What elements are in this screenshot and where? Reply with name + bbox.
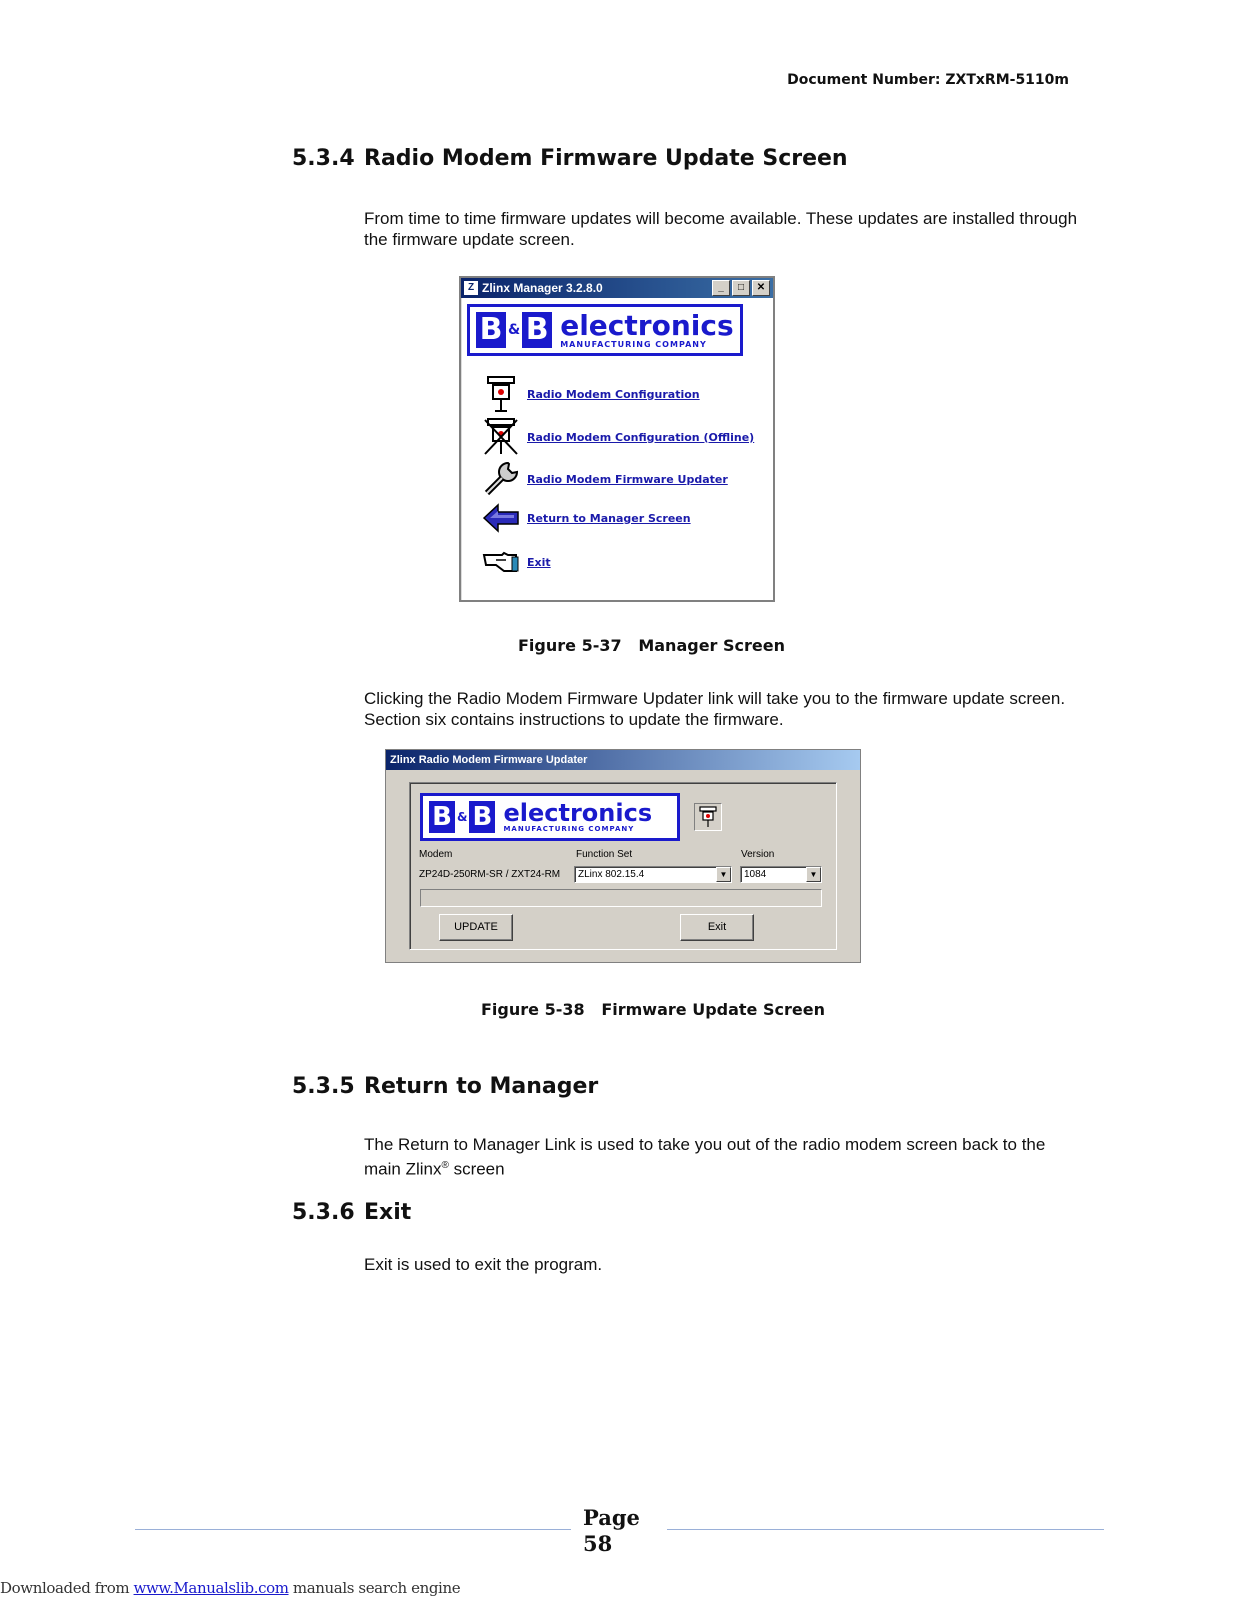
section-heading-5-3-6 xyxy=(292,1200,411,1225)
version-select[interactable] xyxy=(740,866,822,883)
firmware-updater-window xyxy=(385,749,861,963)
footer-rule-left xyxy=(135,1529,571,1530)
manager-titlebar[interactable] xyxy=(461,278,773,298)
figure-title: Firmware Update Screen xyxy=(601,1000,825,1019)
section-number: 5.3.5 xyxy=(292,1074,355,1099)
maximize-icon[interactable]: □ xyxy=(732,280,750,296)
figure-5-37-caption xyxy=(518,636,785,655)
function-set-value: ZLinx 802.15.4 xyxy=(578,869,645,880)
section-title: Return to Manager xyxy=(364,1074,599,1099)
download-suffix: manuals search engine xyxy=(288,1579,461,1597)
updater-panel xyxy=(409,782,837,950)
manualslib-link[interactable]: www.Manualslib.com xyxy=(133,1579,289,1597)
function-set-select[interactable] xyxy=(574,866,732,883)
section-title: Exit xyxy=(364,1200,412,1225)
menu-link-label[interactable]: Return to Manager Screen xyxy=(527,511,691,525)
radio-modem-icon xyxy=(481,374,521,414)
paragraph-firmware-intro: From time to time firmware updates will become available. These updates are installed through the firmware update screen. xyxy=(364,209,1078,249)
bb-electronics-logo xyxy=(467,304,743,356)
download-prefix: Downloaded from xyxy=(0,1579,134,1597)
function-set-label: Function Set xyxy=(576,849,633,860)
minimize-icon[interactable]: _ xyxy=(712,280,730,296)
paragraph-firmware-link: Clicking the Radio Modem Firmware Updater link will take you to the firmware update screen. Section six contains instructions to update the firmware. xyxy=(364,689,1066,729)
section-number: 5.3.4 xyxy=(292,146,355,171)
manager-window xyxy=(459,276,775,602)
menu-item-exit[interactable] xyxy=(481,542,551,582)
window-title: Zlinx Manager 3.2.8.0 xyxy=(482,281,603,295)
menu-link-label[interactable]: Radio Modem Configuration (Offline) xyxy=(527,430,755,444)
modem-label: Modem xyxy=(419,849,453,860)
exit-button[interactable]: Exit xyxy=(680,914,754,941)
paragraph-text: The Return to Manager Link is used to take you out of the radio modem screen back to the main Zlinx xyxy=(364,1135,1046,1179)
pointing-hand-icon xyxy=(481,542,521,582)
figure-5-38-caption xyxy=(481,1000,825,1019)
section-number: 5.3.6 xyxy=(292,1200,355,1225)
section-title: Radio Modem Firmware Update Screen xyxy=(364,146,848,171)
chevron-down-icon[interactable]: ▼ xyxy=(806,867,821,882)
zlinx-app-icon: Z xyxy=(464,281,478,295)
chevron-down-icon[interactable]: ▼ xyxy=(716,867,731,882)
logo-ampersand: & xyxy=(457,810,468,824)
menu-item-return-to-manager[interactable] xyxy=(481,498,691,538)
menu-item-firmware-updater[interactable] xyxy=(481,459,728,499)
registered-mark: ® xyxy=(441,1160,449,1171)
menu-link-label[interactable]: Exit xyxy=(527,555,551,569)
paragraph-text-end: screen xyxy=(448,1159,505,1179)
menu-link-label[interactable]: Radio Modem Configuration xyxy=(527,387,700,401)
menu-item-radio-modem-config-offline[interactable] xyxy=(481,417,754,457)
radio-modem-offline-icon xyxy=(481,417,521,457)
page-label: Page xyxy=(583,1505,640,1530)
figure-title: Manager Screen xyxy=(638,636,785,655)
figure-number: Figure 5-37 xyxy=(518,636,622,655)
logo-sub-text: MANUFACTURING COMPANY xyxy=(503,825,635,833)
version-value: 1084 xyxy=(744,869,767,880)
section-heading-5-3-4 xyxy=(292,146,848,171)
logo-brand-text: electronics xyxy=(503,799,653,827)
modem-value: ZP24D-250RM-SR / ZXT24-RM xyxy=(419,869,561,880)
page-number xyxy=(583,1505,640,1557)
back-arrow-icon xyxy=(481,498,521,538)
figure-number: Figure 5-38 xyxy=(481,1000,585,1019)
wrench-icon xyxy=(481,459,521,499)
page-number-value: 58 xyxy=(583,1531,613,1556)
paragraph-return-to-manager xyxy=(364,1134,1084,1180)
update-button[interactable]: UPDATE xyxy=(439,914,513,941)
logo-sub-text: MANUFACTURING COMPANY xyxy=(560,339,707,349)
section-heading-5-3-5 xyxy=(292,1074,598,1099)
document-number: Document Number: ZXTxRM-5110m xyxy=(787,72,1069,88)
logo-ampersand: & xyxy=(508,322,521,338)
logo-b-right: B xyxy=(469,801,495,833)
close-icon[interactable]: ✕ xyxy=(752,280,770,296)
radio-modem-icon xyxy=(694,803,722,831)
logo-b-right: B xyxy=(522,312,552,348)
menu-item-radio-modem-config[interactable] xyxy=(481,374,700,414)
paragraph-exit: Exit is used to exit the program. xyxy=(364,1255,603,1274)
logo-b-left: B xyxy=(476,312,506,348)
logo-b-left: B xyxy=(429,801,455,833)
footer-rule-right xyxy=(667,1529,1104,1530)
version-label: Version xyxy=(741,849,775,860)
update-progress-bar xyxy=(420,889,822,907)
menu-link-label[interactable]: Radio Modem Firmware Updater xyxy=(527,472,728,486)
updater-titlebar[interactable]: Zlinx Radio Modem Firmware Updater xyxy=(386,750,860,770)
bb-electronics-logo xyxy=(420,793,680,841)
logo-brand-text: electronics xyxy=(560,308,734,342)
download-credit xyxy=(0,1579,460,1597)
